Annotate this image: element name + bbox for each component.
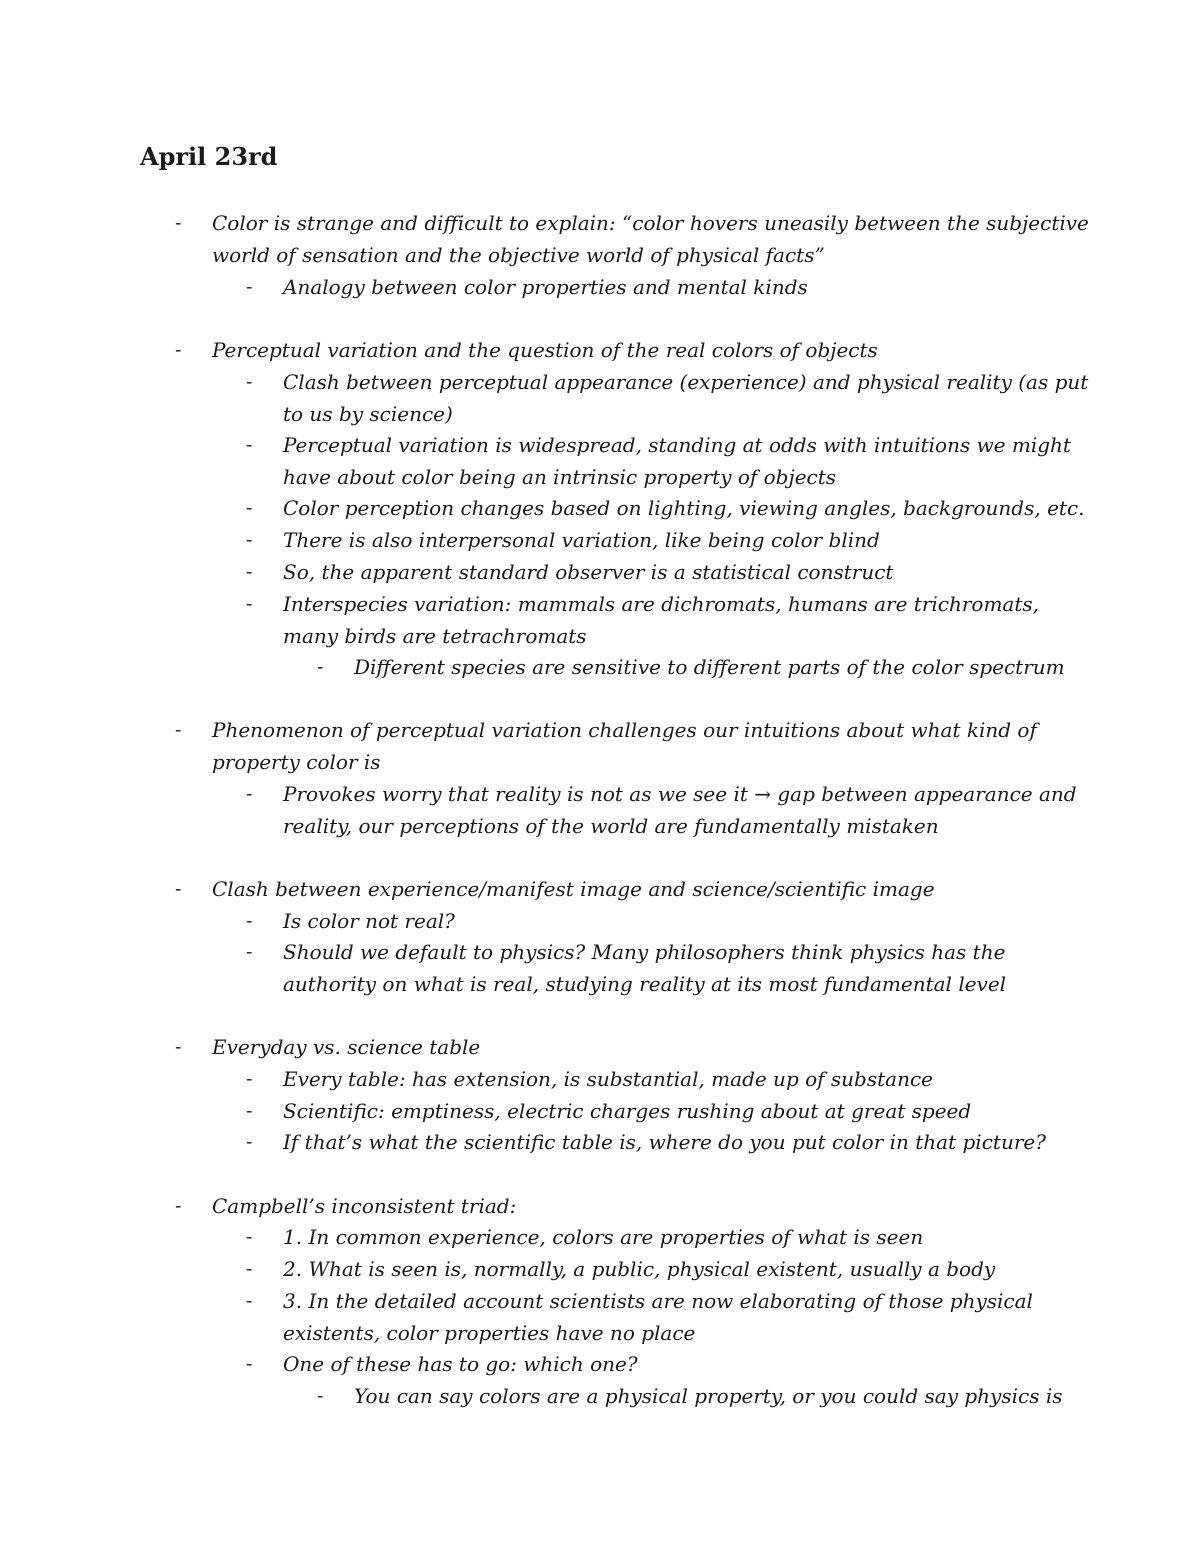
list-item-text: Clash between perceptual appearance (experience) and physical reality (as put	[283, 370, 1089, 394]
list-item-text: Interspecies variation: mammals are dichromats, humans are trichromats,	[283, 592, 1040, 616]
bullet-dash: -	[175, 719, 182, 741]
list-item-text: Perceptual variation is widespread, standing at odds with intuitions we might	[283, 433, 1071, 457]
bullet-dash: -	[317, 1385, 324, 1407]
bullet-dash: -	[317, 656, 324, 678]
list-item-text: Clash between experience/manifest image and science/scientific image	[212, 877, 935, 901]
bullet-dash: -	[246, 276, 253, 298]
list-item	[246, 272, 808, 304]
list-item	[246, 1127, 1046, 1159]
bullet-dash: -	[246, 529, 253, 551]
list-item-text: 1. In common experience, colors are properties of what is seen	[283, 1225, 924, 1249]
list-item-text: Perceptual variation and the question of the real colors of objects	[212, 338, 878, 362]
list-item-text: have about color being an intrinsic property of objects	[283, 464, 837, 489]
list-item	[246, 557, 894, 589]
list-item-text: many birds are tetrachromats	[283, 623, 587, 648]
list-item	[317, 652, 1065, 684]
list-item-text: authority on what is real, studying reality at its most fundamental level	[283, 971, 1007, 996]
list-item	[246, 1096, 972, 1128]
list-item-text: property color is	[212, 749, 381, 774]
list-item-text: 3. In the detailed account scientists are now elaborating of those physical	[283, 1289, 1033, 1313]
bullet-dash: -	[246, 910, 253, 932]
list-item-text: Provokes worry that reality is not as we see it → gap between appearance and	[283, 782, 1077, 806]
list-item-text: So, the apparent standard observer is a statistical construct	[283, 560, 894, 584]
list-item-text: Color perception changes based on lighting, viewing angles, backgrounds, etc.	[283, 496, 1085, 520]
list-item-text: You can say colors are a physical property, or you could say physics is	[354, 1384, 1063, 1408]
list-item-text: Phenomenon of perceptual variation challenges our intuitions about what kind of	[212, 718, 1037, 742]
list-item	[246, 1286, 1033, 1349]
bullet-dash: -	[246, 561, 253, 583]
list-item-text: Scientific: emptiness, electric charges rushing about at great speed	[283, 1099, 972, 1123]
list-item	[175, 1191, 517, 1223]
bullet-dash: -	[175, 339, 182, 361]
list-item	[246, 1349, 638, 1381]
bullet-dash: -	[246, 434, 253, 456]
list-item	[246, 525, 880, 557]
list-item-text: reality, our perceptions of the world are fundamentally mistaken	[283, 813, 939, 838]
list-item-text: If that’s what the scientific table is, where do you put color in that picture?	[283, 1130, 1046, 1154]
bullet-dash: -	[246, 783, 253, 805]
bullet-dash: -	[246, 371, 253, 393]
list-item	[175, 715, 1037, 778]
bullet-dash: -	[246, 497, 253, 519]
list-item	[246, 779, 1077, 842]
list-item	[246, 1222, 924, 1254]
bullet-dash: -	[246, 1258, 253, 1280]
bullet-dash: -	[246, 593, 253, 615]
list-item-text: to us by science)	[283, 401, 453, 426]
list-item-text: world of sensation and the objective world of physical facts”	[212, 242, 825, 267]
list-item	[246, 493, 1085, 525]
bullet-dash: -	[246, 1353, 253, 1375]
list-item	[246, 430, 1071, 493]
list-item-text: Campbell’s inconsistent triad:	[212, 1194, 517, 1218]
list-item-text: Different species are sensitive to different parts of the color spectrum	[354, 655, 1065, 679]
bullet-dash: -	[246, 1290, 253, 1312]
bullet-dash: -	[246, 1068, 253, 1090]
list-item-text: Is color not real?	[283, 909, 455, 933]
list-item	[246, 1254, 996, 1286]
list-item	[246, 937, 1007, 1000]
list-item	[175, 335, 878, 367]
list-item	[175, 1032, 481, 1064]
list-item-text: One of these has to go: which one?	[283, 1352, 638, 1376]
page-title: April 23rd	[140, 142, 278, 171]
bullet-dash: -	[175, 1036, 182, 1058]
bullet-dash: -	[246, 1100, 253, 1122]
list-item	[246, 1064, 933, 1096]
bullet-dash: -	[175, 878, 182, 900]
list-item-text: There is also interpersonal variation, like being color blind	[283, 528, 880, 552]
list-item	[175, 874, 935, 906]
bullet-dash: -	[175, 1195, 182, 1217]
list-item-text: Every table: has extension, is substantial, made up of substance	[283, 1067, 933, 1091]
bullet-dash: -	[246, 1131, 253, 1153]
list-item-text: Should we default to physics? Many philosophers think physics has the	[283, 940, 1006, 964]
list-item-text: Color is strange and difficult to explain: “color hovers uneasily between the subjective	[212, 211, 1089, 235]
bullet-dash: -	[175, 212, 182, 234]
list-item	[317, 1381, 1063, 1413]
bullet-dash: -	[246, 941, 253, 963]
list-item-text: existents, color properties have no place	[283, 1320, 696, 1345]
list-item-text: Analogy between color properties and mental kinds	[283, 275, 808, 299]
list-item	[175, 208, 1089, 271]
list-item-text: Everyday vs. science table	[212, 1035, 481, 1059]
list-item	[246, 367, 1089, 430]
bullet-dash: -	[246, 1226, 253, 1248]
list-item	[246, 589, 1040, 652]
list-item	[246, 906, 455, 938]
list-item-text: 2. What is seen is, normally, a public, physical existent, usually a body	[283, 1257, 996, 1281]
